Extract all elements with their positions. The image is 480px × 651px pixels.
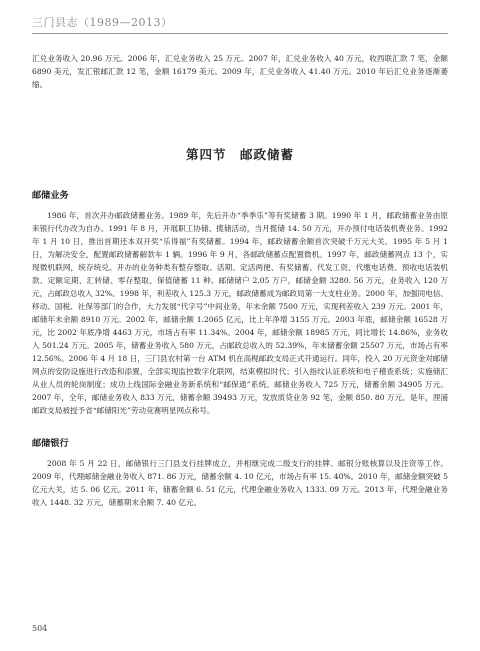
intro-paragraph: 汇兑业务收入 20.96 万元。2006 年，汇兑业务收入 25 万元。2007 年，汇兑业务收入 40 万元，收西联汇款 7 笔，金额 6890 美元，发汇银邮汇款 12 笔，金额 16179 美元。2009 年，汇兑业务收入 41.40 万元。2010 年后汇兑业务逐渐萎缩。 bbox=[32, 54, 448, 89]
header-divider bbox=[32, 33, 448, 34]
postal-bank-paragraph: 2008 年 5 月 22 日，邮储银行三门县支行挂牌成立，并相继完成二级支行的挂牌、邮银分账核算以及注资等工作。2009 年，代理邮储金融业务收入 871. 86 万元，储蓄余额 4. 10 亿元，市场占有率 15. 40%。2010 年，邮储金额突破 5 亿元大关，达 5. 06 亿元。2011 年，储蓄余额 6. 51 亿元，代理金融业务收入 1333. 09 万元。2013 年，代理金融业务收入 1448. 32 万元，储蓄期末余额 7. 40 亿元。 bbox=[32, 459, 448, 507]
page-body bbox=[32, 52, 448, 509]
section-title: 第四节 邮政储蓄 bbox=[185, 147, 294, 162]
subsection-title-savings-business: 邮储业务 bbox=[32, 190, 69, 201]
savings-business-paragraph: 1986 年，首次开办邮政储蓄业务。1989 年，先后开办“季季乐”等有奖储蓄 3 期。1990 年 1 月，邮政储蓄业务由原来银行代办改为自办。1991 年 8 月，开展职工协储、揽储活动，当月揽储 14. 50 万元，开办预付电话装机费业务。1992 年 1 月 10 日，推出首期还本双开奖“乐得福”有奖储蓄。1994 年，邮政储蓄余额首次突破千万元大关。1995 年 5 月 1 日，为解决安全，配置邮政储蓄解款车 1 辆。1996 年 9 月，各邮政储蓄点配置微机。1997 年，邮政储蓄网点 13 个，实现微机联网，统存统兑。开办的业务种类有整存整取、活期、定活两便、有奖储蓄、代发工资、代缴电话费、预收电话装机款、定额定期、汇转储、零存整取、保值储蓄 11 种。邮储储户 2.05 万户，邮储金额 3280. 56 万元，业务收入 120 万元，占邮政总收入 32%。1998 年，利差收入 125.3 万元，邮政储蓄成为邮政局第一大支柱业务。2000 年，加强同电信、移动、国税、社保等部门的合作，大力发展“代字号”中间业务，年末余额 7500 万元，实现利差收入 239 万元。2001 年，邮储年末余额 8910 万元。2002 年，邮储余额 1.2065 亿元，比上年净增 3155 万元。2003 年底，邮储余额 16528 万元，比 2002 年底净增 4463 万元，市场占有率 11.34%。2004 年，邮储余额 18985 万元，同比增长 14.86%，业务收入 501.24 万元。2005 年，储蓄业务收入 580 万元，占邮政总收入的 52.39%，年末储蓄余额 25507 万元，市场占有率 12.56%。2006 年 4 月 18 日，三门县农村第一台 ATM 机在高枧邮政支局正式开通运行。同年，投入 20 万元资金对邮储网点的安防设施进行改造和添置，全部实现监控数字化联网，结束模拟时代；引入指纹认证系统和电子稽查系统；实施储汇从业人员的轮岗制度；成功上线国际金融业务新系统和“邮保通”系统。邮储业务收入 725 万元，储蓄余额 34905 万元。2007 年，全年，邮储业务收入 833 万元，储蓄余额 39493 万元，发放质贷业务 92 笔，金额 850. 80 万元。是年，浬浦邮政支局被授予省“邮储阳光”劳动竞赛明星网点称号。 bbox=[32, 211, 448, 415]
page-number: 504 bbox=[32, 624, 48, 633]
running-head: 三门县志（1989—2013） bbox=[32, 16, 173, 29]
subsection-title-postal-bank: 邮储银行 bbox=[32, 438, 69, 449]
